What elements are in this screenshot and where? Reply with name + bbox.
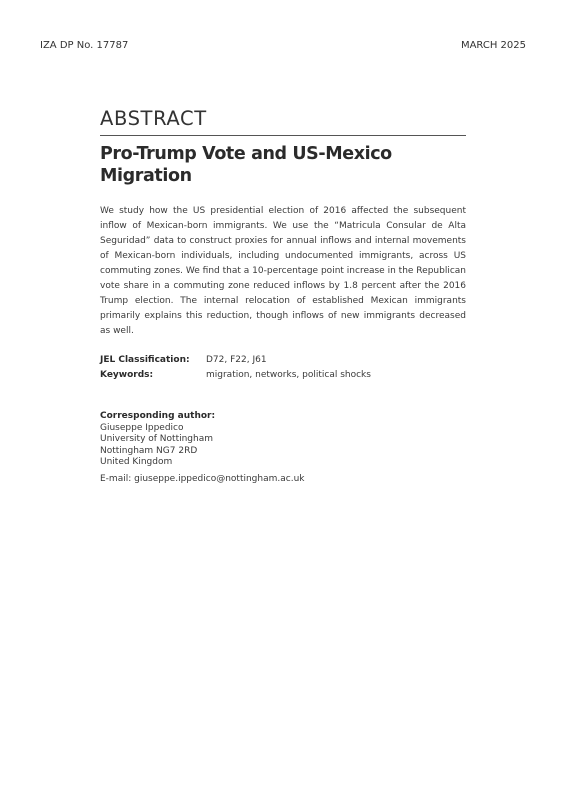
author-institution: University of Nottingham — [100, 434, 213, 445]
series-number: IZA DP No. 17787 — [40, 40, 129, 51]
title-divider — [100, 135, 466, 136]
jel-label: JEL Classification: — [100, 355, 190, 365]
author-name: Giuseppe Ippedico — [100, 422, 184, 433]
keywords-row — [100, 368, 466, 383]
section-title: ABSTRACT — [100, 107, 207, 130]
paper-title: Pro-Trump Vote and US-Mexico Migration — [100, 144, 392, 186]
keywords-value: migration, networks, political shocks — [206, 370, 371, 380]
classification-block — [100, 353, 466, 383]
jel-value: D72, F22, J61 — [206, 355, 267, 365]
author-heading: Corresponding author: — [100, 411, 216, 421]
keywords-label: Keywords: — [100, 370, 154, 380]
abstract-page — [100, 108, 466, 486]
abstract-body: We study how the US presidential election of 2016 affected the subsequent inflow of Mexican-born immigrants. We use the “Matricula Consular de Alta Seguridad” data to construct proxies for annual inflows and internal movements of Mexican-born individuals, including undocumented immigrants, across US commuting zones. We find that a 10-percentage point increase in the Republican vote share in a commuting zone reduced inflows by 1.8 percent after the 2016 Trump election. The internal relocation of established Mexican immigrants primarily explains this reduction, though inflows of new immigrants decreased as well. — [100, 206, 466, 336]
author-country: United Kingdom — [100, 457, 173, 468]
publication-date: MARCH 2025 — [460, 40, 526, 51]
author-address: Nottingham NG7 2RD — [100, 445, 198, 456]
jel-row — [100, 353, 466, 368]
corresponding-author — [100, 411, 466, 486]
author-email[interactable]: E-mail: giuseppe.ippedico@nottingham.ac.uk — [100, 473, 305, 484]
